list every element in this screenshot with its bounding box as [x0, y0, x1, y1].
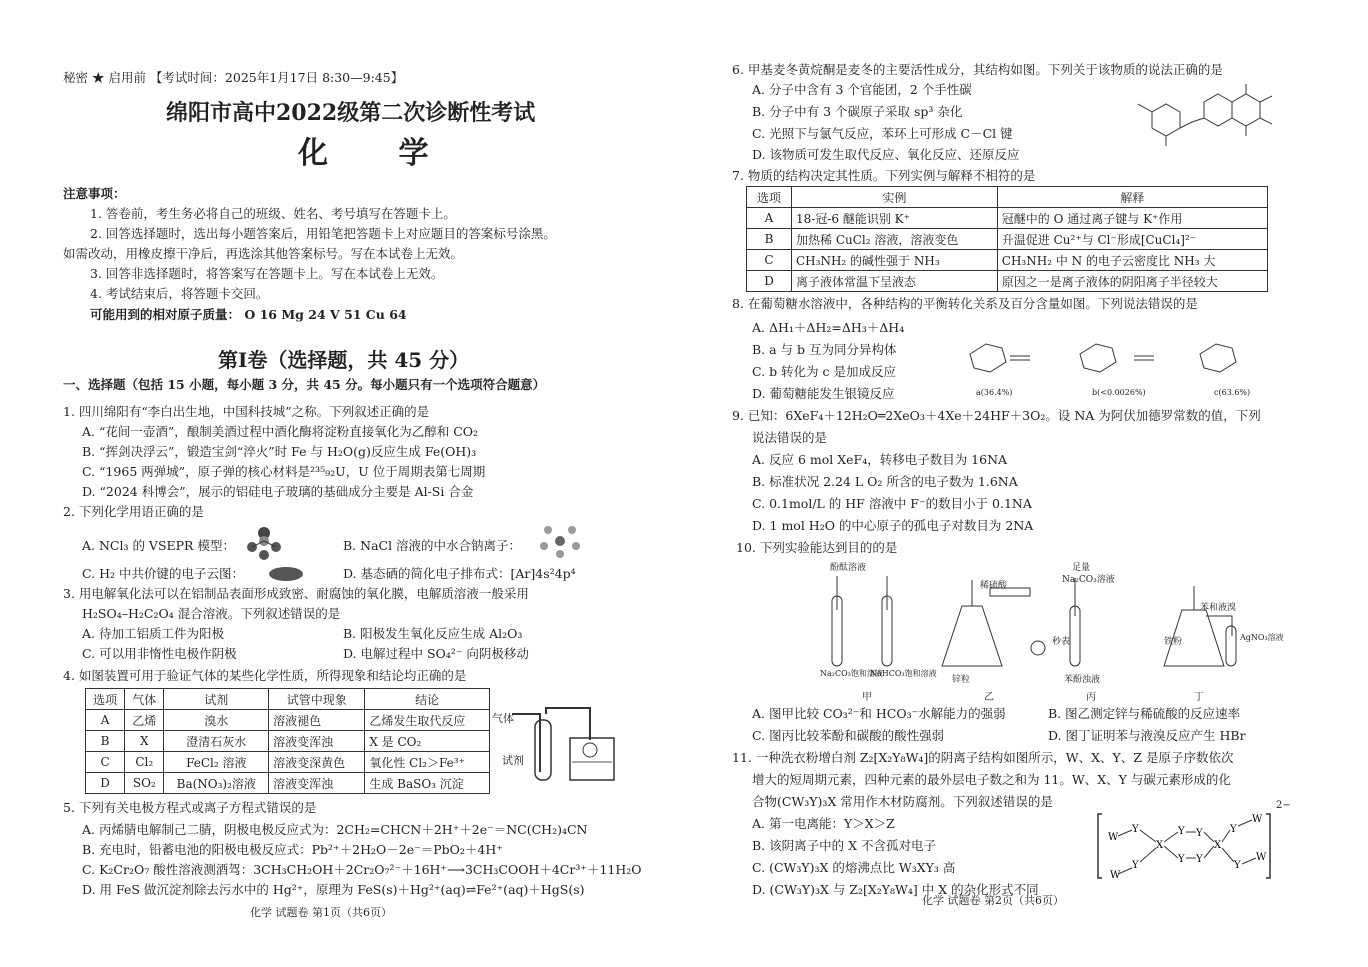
table-cell: Ba(NO₃)₂溶液 — [164, 773, 269, 794]
benzene-bromine-label: 苯和液溴 — [1200, 603, 1237, 613]
iron-powder-label: 铁粉 — [1164, 637, 1183, 647]
notice-3: 3. 回答非选择题时，将答案写在答题卡上。写在本试卷上无效。 — [90, 266, 444, 281]
q11-option-a: A. 第一电离能：Y＞X＞Z — [752, 816, 895, 831]
table-row — [747, 271, 1268, 292]
table-cell: C — [747, 250, 792, 271]
glucose-a-label: a(36.4%) — [976, 388, 1013, 397]
svg-text:W: W — [1252, 814, 1263, 825]
table-cell: 溶液变浑浊 — [269, 731, 365, 752]
svg-text:Y: Y — [1132, 860, 1139, 871]
q5-option-c: C. K₂Cr₂O₇ 酸性溶液测酒驾：3CH₃CH₂OH＋2Cr₂O₇²⁻＋16H⁺⟶3CH₃COOH＋4Cr³⁺＋11H₂O — [82, 862, 642, 877]
table-header: 选项 — [747, 187, 792, 208]
table-cell: 溴水 — [164, 710, 269, 731]
glucose-c-label: c(63.6%) — [1214, 388, 1251, 397]
q6-option-b: B. 分子中有 3 个碳原子采取 sp³ 杂化 — [752, 104, 963, 119]
volume-title: 第Ⅰ卷（选择题，共 45 分） — [218, 348, 470, 372]
q9-option-d: D. 1 mol H₂O 的中心原子的孤电子对数目为 2NA — [752, 518, 1034, 533]
table-cell: 生成 BaSO₃ 沉淀 — [365, 773, 490, 794]
gas-label: 气体 — [492, 712, 514, 725]
q1-option-b: B. “挥剑决浮云”，锻造宝剑“淬火”时 Fe 与 H₂O(g)反应生成 Fe(OH)₃ — [82, 444, 477, 459]
svg-text:Y: Y — [1178, 854, 1185, 865]
q10-stem: 10. 下列实验能达到目的的是 — [736, 540, 898, 555]
tag-ding: 丁 — [1194, 692, 1204, 703]
q4-table — [85, 688, 490, 794]
q9-option-b: B. 标准状况 2.24 L O₂ 所含的电子数为 1.6NA — [752, 474, 1018, 489]
table-header: 结论 — [365, 689, 490, 710]
q11-option-c: C. (CW₃Y)₃X 的熔沸点比 W₃XY₃ 高 — [752, 860, 956, 875]
q8-option-a: A. ΔH₁＋ΔH₂=ΔH₃＋ΔH₄ — [752, 320, 905, 335]
reagent-label: 试剂 — [502, 754, 524, 767]
table-cell: D — [86, 773, 125, 794]
table-header: 实例 — [792, 187, 998, 208]
q8-option-c: C. b 转化为 c 是加成反应 — [752, 364, 896, 379]
q3-stem: 3. 用电解氧化法可以在铝制品表面形成致密、耐腐蚀的氧化膜，电解质溶液一般采用 — [63, 586, 529, 601]
svg-text:Y: Y — [1230, 824, 1237, 835]
q3-option-c: C. 可以用非惰性电极作阴极 — [82, 646, 237, 661]
svg-text:X: X — [1214, 840, 1222, 851]
tag-yi: 乙 — [984, 692, 994, 703]
page-right — [732, 0, 1292, 967]
vsepr-model-image — [244, 523, 284, 559]
q11-option-d: D. (CW₃Y)₃X 与 Z₂[X₂Y₈W₄] 中 X 的杂化形式不同 — [752, 882, 1039, 897]
excess-label: 足量 — [1072, 563, 1091, 573]
anion-charge: 2− — [1276, 800, 1291, 811]
tag-jia: 甲 — [862, 692, 872, 703]
table-header: 解释 — [997, 187, 1267, 208]
table-cell: 加热稀 CuCl₂ 溶液，溶液变色 — [792, 229, 998, 250]
q9-stem: 9. 已知：6XeF₄＋12H₂O═2XeO₃＋4Xe＋24HF＋3O₂。设 NA 为阿伏加德罗常数的值，下列 — [732, 408, 1261, 423]
nahco3-label: NaHCO₃饱和溶液 — [870, 669, 937, 678]
table-header: 试管中现象 — [269, 689, 365, 710]
svg-text:W: W — [1256, 852, 1267, 863]
table-row — [86, 752, 490, 773]
q11-stem-cont-2: 合物(CW₃Y)₃X 常用作木材防腐剂。下列叙述错误的是 — [752, 794, 1053, 809]
table-cell: A — [86, 710, 125, 731]
table-cell: SO₂ — [125, 773, 164, 794]
q5-option-d: D. 用 FeS 做沉淀剂除去污水中的 Hg²⁺，原理为 FeS(s)＋Hg²⁺(aq)⇌Fe²⁺(aq)＋HgS(s) — [82, 882, 585, 897]
zinc-label: 锌粒 — [952, 675, 971, 685]
table-cell: 18-冠-6 醚能识别 K⁺ — [792, 208, 998, 229]
dilute-acid-label: 稀硫酸 — [980, 581, 1008, 591]
exam-title: 绵阳市高中2022级第二次诊断性考试 — [166, 100, 536, 126]
table-cell: CH₃NH₂ 的碱性强于 NH₃ — [792, 250, 998, 271]
q1-option-c: C. “1965 两弹城”，原子弹的核心材料是²³⁵₉₂U，U 位于周期表第七周期 — [82, 464, 486, 479]
table-cell: FeCl₂ 溶液 — [164, 752, 269, 773]
page-footer-right: 化学 试题卷 第2页（共6页） — [922, 894, 1064, 907]
q9-option-c: C. 0.1mol/L 的 HF 溶液中 F⁻的数目小于 0.1NA — [752, 496, 1032, 511]
svg-text:Y: Y — [1132, 824, 1139, 835]
q11-stem-cont-1: 增大的短周期元素，四种元素的最外层电子数之和为 11。W、X、Y 与碳元素形成的化 — [752, 772, 1231, 787]
q5-stem: 5. 下列有关电极方程式或离子方程式错误的是 — [63, 800, 317, 815]
agno3-label: AgNO₃溶液 — [1240, 633, 1284, 642]
q1-stem: 1. 四川绵阳有“李白出生地，中国科技城”之称。下列叙述正确的是 — [63, 404, 430, 419]
table-header: 试剂 — [164, 689, 269, 710]
table-row — [86, 710, 490, 731]
q2-option-d: D. 基态硒的简化电子排布式：[Ar]4s²4p⁴ — [343, 566, 576, 581]
q2-stem: 2. 下列化学用语正确的是 — [63, 504, 204, 519]
na2co3-label: Na₂CO₃饱和溶液 — [820, 669, 883, 678]
svg-text:Y: Y — [1178, 826, 1185, 837]
svg-text:W: W — [1110, 870, 1121, 881]
q2-option-a: A. NCl₃ 的 VSEPR 模型： — [82, 538, 235, 553]
notice-2: 2. 回答选择题时，选出每小题答案后，用铅笔把答题卡上对应题目的答案标号涂黑。 — [90, 226, 556, 241]
q1-option-a: A. “花间一壶酒”，酿制美酒过程中酒化酶将淀粉直接氧化为乙醇和 CO₂ — [82, 424, 479, 439]
q8-option-d: D. 葡萄糖能发生银镜反应 — [752, 386, 895, 401]
table-cell: C — [86, 752, 125, 773]
table-header: 气体 — [125, 689, 164, 710]
glucose-equilibrium-diagram — [950, 318, 1290, 388]
table-cell: 离子液体常温下呈液态 — [792, 271, 998, 292]
table-header-row — [86, 689, 490, 710]
table-header: 选项 — [86, 689, 125, 710]
q10-option-b: B. 图乙测定锌与稀硫酸的反应速率 — [1048, 706, 1241, 721]
table-cell: CH₃NH₂ 中 N 的电子云密度比 NH₃ 大 — [997, 250, 1267, 271]
svg-text:Y: Y — [1234, 860, 1241, 871]
table-cell: 溶液变浑浊 — [269, 773, 365, 794]
q6-stem: 6. 甲基麦冬黄烷酮是麦冬的主要活性成分，其结构如图。下列关于该物质的说法正确的是 — [732, 62, 1223, 77]
table-row — [747, 208, 1268, 229]
table-cell: 溶液褪色 — [269, 710, 365, 731]
atomic-masses: 可能用到的相对原子质量： O 16 Mg 24 V 51 Cu 64 — [90, 307, 407, 322]
q4-stem: 4. 如图装置可用于验证气体的某些化学性质，所得现象和结论均正确的是 — [63, 668, 467, 683]
tag-bing: 丙 — [1086, 692, 1096, 703]
q6-option-d: D. 该物质可发生取代反应、氧化反应、还原反应 — [752, 147, 1020, 162]
q7-stem: 7. 物质的结构决定其性质。下列实例与解释不相符的是 — [732, 168, 1036, 183]
notice-2-cont: 如需改动，用橡皮擦干净后，再选涂其他答案标号。写在本试卷上无效。 — [63, 246, 464, 261]
q2-option-b: B. NaCl 溶液的中水合钠离子： — [343, 538, 522, 553]
q11-stem: 11. 一种洗衣粉增白剂 Z₂[X₂Y₈W₄]的阴离子结构如图所示，W、X、Y、Z 是原子序数依次 — [732, 750, 1234, 765]
glucose-b-label: b(<0.0026%) — [1092, 388, 1146, 397]
svg-text:Y: Y — [1196, 828, 1203, 839]
table-cell: X — [125, 731, 164, 752]
table-cell: 乙烯发生取代反应 — [365, 710, 490, 731]
phenolphthalein-label: 酚酞溶液 — [830, 563, 867, 573]
q6-option-c: C. 光照下与氯气反应，苯环上可形成 C－Cl 键 — [752, 126, 1013, 141]
table-cell: 升温促进 Cu²⁺与 Cl⁻形成[CuCl₄]²⁻ — [997, 229, 1267, 250]
svg-text:Y: Y — [1196, 854, 1203, 865]
table-cell: 乙烯 — [125, 710, 164, 731]
table-cell: 冠醚中的 O 通过离子键与 K⁺作用 — [997, 208, 1267, 229]
notice-1: 1. 答卷前，考生务必将自己的班级、姓名、考号填写在答题卡上。 — [90, 206, 456, 221]
q8-stem: 8. 在葡萄糖水溶液中，各种结构的平衡转化关系及百分含量如图。下列说法错误的是 — [732, 296, 1198, 311]
notice-title: 注意事项： — [63, 186, 126, 201]
stopwatch-label: 秒表 — [1052, 637, 1071, 647]
svg-text:W: W — [1108, 832, 1119, 843]
notice-4: 4. 考试结束后，将答题卡交回。 — [90, 286, 269, 301]
phenol-turbid-label: 苯酚浊液 — [1064, 675, 1101, 685]
hydrated-sodium-ion-image — [538, 524, 582, 558]
q5-option-b: B. 充电时，铅蓄电池的阳极电极反应式：Pb²⁺＋2H₂O－2e⁻＝PbO₂＋4H⁺ — [82, 842, 503, 857]
q9-option-a: A. 反应 6 mol XeF₄，转移电子数目为 16NA — [752, 452, 1008, 467]
table-cell: 原因之一是离子液体的阴阳离子半径较大 — [997, 271, 1267, 292]
table-cell: D — [747, 271, 792, 292]
q3-option-b: B. 阳极发生氧化反应生成 Al₂O₃ — [343, 626, 523, 641]
q7-table — [746, 186, 1268, 292]
q10-option-c: C. 图丙比较苯酚和碳酸的酸性强弱 — [752, 728, 945, 743]
na2co3-solution-label: Na₂CO₃溶液 — [1062, 575, 1115, 585]
table-cell: 溶液变深黄色 — [269, 752, 365, 773]
table-cell: X 是 CO₂ — [365, 731, 490, 752]
flavanone-structure — [1132, 82, 1292, 154]
secret-line: 秘密 ★ 启用前 【考试时间：2025年1月17日 8:30—9:45】 — [63, 70, 404, 85]
q10-option-d: D. 图丁证明苯与液溴反应产生 HBr — [1048, 728, 1246, 743]
q3-option-d: D. 电解过程中 SO₄²⁻ 向阴极移动 — [343, 646, 529, 661]
anion-structure-diagram — [1096, 808, 1272, 882]
table-cell: B — [747, 229, 792, 250]
electron-cloud-image — [268, 566, 304, 582]
q11-option-b: B. 该阴离子中的 X 不含孤对电子 — [752, 838, 936, 853]
page-footer-left: 化学 试题卷 第1页（共6页） — [250, 906, 392, 919]
table-row — [86, 773, 490, 794]
subject-title: 化 学 — [298, 136, 459, 171]
table-cell: Cl₂ — [125, 752, 164, 773]
q1-option-d: D. “2024 科博会”，展示的铝硅电子玻璃的基础成分主要是 Al-Si 合金 — [82, 484, 474, 499]
q5-option-a: A. 丙烯腈电解制己二腈，阴极电极反应式为：2CH₂=CHCN＋2H⁺＋2e⁻＝NC(CH₂)₄CN — [82, 822, 588, 837]
q2-option-c: C. H₂ 中共价键的电子云图： — [82, 566, 244, 581]
table-cell: 氧化性 Cl₂＞Fe³⁺ — [365, 752, 490, 773]
gas-apparatus-diagram — [490, 700, 620, 785]
table-cell: A — [747, 208, 792, 229]
section-title: 一、选择题（包括 15 小题，每小题 3 分，共 45 分。每小题只有一个选项符合题意） — [63, 377, 546, 392]
q3-option-a: A. 待加工铝质工件为阳极 — [82, 626, 224, 641]
q8-option-b: B. a 与 b 互为同分异构体 — [752, 342, 897, 357]
table-cell: B — [86, 731, 125, 752]
q6-option-a: A. 分子中含有 3 个官能团，2 个手性碳 — [752, 82, 972, 97]
page-left — [60, 0, 642, 967]
table-header-row — [747, 187, 1268, 208]
table-row — [747, 229, 1268, 250]
table-row — [747, 250, 1268, 271]
svg-text:X: X — [1156, 840, 1164, 851]
q9-stem-cont: 说法错误的是 — [752, 430, 828, 445]
q3-stem-cont: H₂SO₄–H₂C₂O₄ 混合溶液。下列叙述错误的是 — [82, 606, 341, 621]
q10-option-a: A. 图甲比较 CO₃²⁻和 HCO₃⁻水解能力的强弱 — [752, 706, 1006, 721]
table-cell: 澄清石灰水 — [164, 731, 269, 752]
table-row — [86, 731, 490, 752]
